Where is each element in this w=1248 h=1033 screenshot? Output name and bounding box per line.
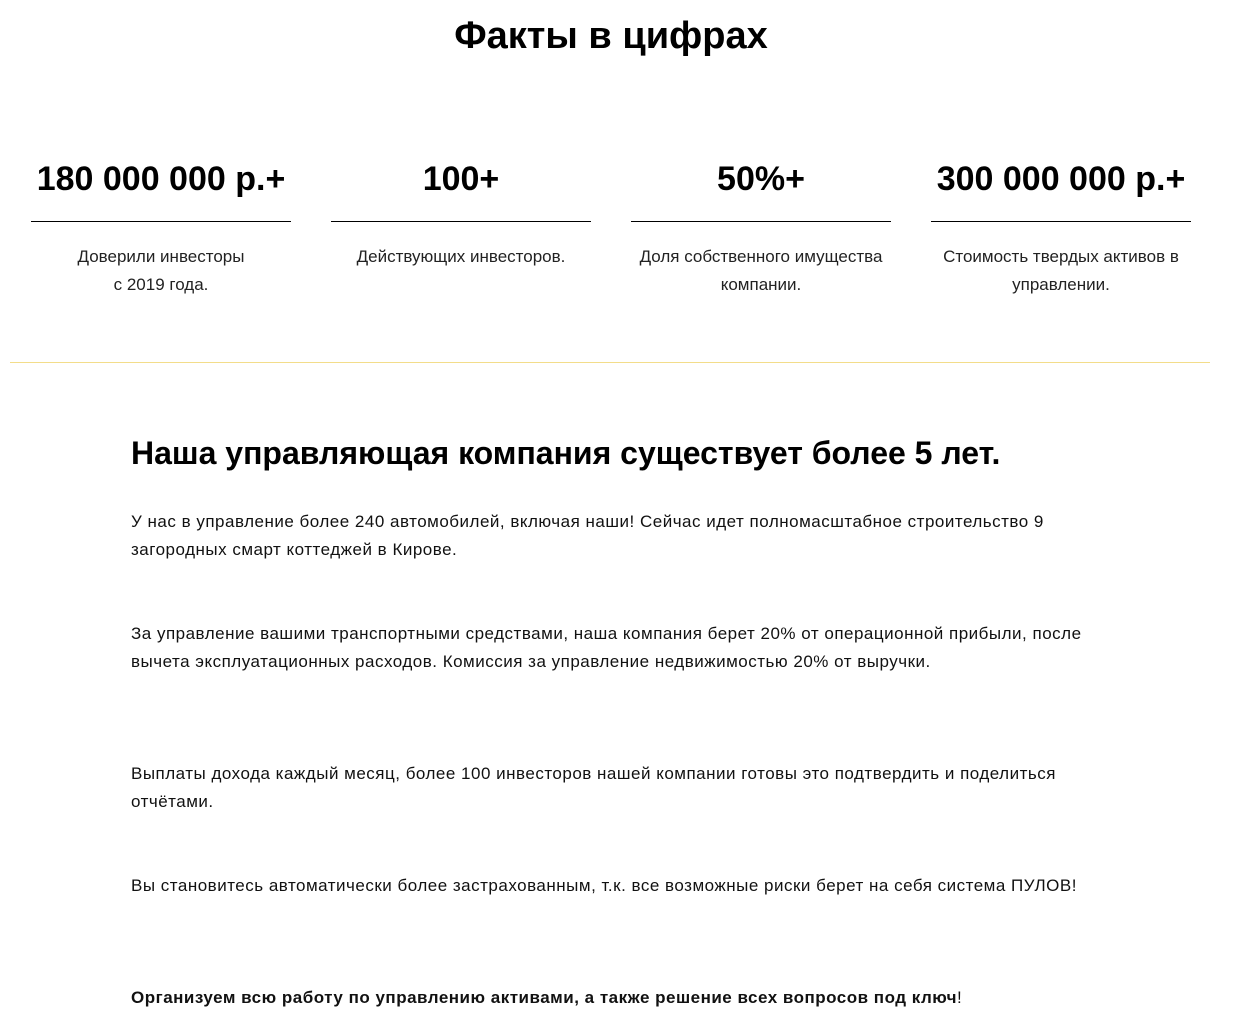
stat-item bbox=[31, 154, 291, 299]
stat-description-line: Доверили инвесторы bbox=[77, 247, 245, 266]
stat-underline bbox=[331, 221, 591, 222]
stat-description bbox=[31, 243, 291, 299]
about-paragraph: У нас в управление более 240 автомобилей, включая наши! Сейчас идет полномасштабное строительство 9 загородных смарт коттеджей в Кирове. bbox=[131, 512, 1044, 559]
about-paragraph: За управление вашими транспортными средствами, наша компания берет 20% от операционной прибыли, после вычета эксплуатационных расходов. Комиссия за управление недвижимостью 20% от выручки. bbox=[131, 624, 1082, 671]
stat-description bbox=[631, 243, 891, 299]
stat-description-line: Доля собственного имущества bbox=[639, 247, 883, 266]
stat-value: 50%+ bbox=[717, 160, 805, 198]
stat-value: 300 000 000 р.+ bbox=[936, 160, 1186, 198]
section-divider bbox=[10, 362, 1210, 363]
stat-description-line: Действующих инвесторов. bbox=[356, 247, 566, 266]
about-highlight-text: Организуем всю работу по управлению активами, а также решение всех вопросов под ключ bbox=[131, 988, 958, 1007]
stat-description-line: Стоимость твердых активов в bbox=[943, 247, 1179, 266]
stat-description bbox=[331, 243, 591, 271]
stat-item bbox=[331, 154, 591, 299]
about-highlight-tail: ! bbox=[957, 988, 963, 1007]
facts-title: Факты в цифрах bbox=[454, 15, 768, 57]
about-title: Наша управляющая компания существует более 5 лет. bbox=[131, 435, 1001, 471]
stat-item bbox=[931, 154, 1191, 299]
facts-stats bbox=[31, 154, 1191, 299]
stat-underline bbox=[931, 221, 1191, 222]
stat-description-line: компании. bbox=[720, 275, 802, 294]
stat-description bbox=[931, 243, 1191, 299]
stat-item bbox=[631, 154, 891, 299]
stat-value: 100+ bbox=[422, 160, 500, 198]
stat-description-line: с 2019 года. bbox=[113, 275, 209, 294]
about-paragraph-highlight bbox=[131, 984, 962, 1012]
stat-underline bbox=[31, 221, 291, 222]
about-paragraph: Вы становитесь автоматически более застрахованным, т.к. все возможные риски берет на себя система ПУЛОВ! bbox=[131, 876, 1077, 895]
stat-description-line: управлении. bbox=[1012, 275, 1110, 294]
about-section bbox=[131, 430, 1091, 1007]
about-paragraph: Выплаты дохода каждый месяц, более 100 инвесторов нашей компании готовы это подтвердить и поделиться отчётами. bbox=[131, 764, 1056, 811]
stat-value: 180 000 000 р.+ bbox=[36, 160, 286, 198]
stat-underline bbox=[631, 221, 891, 222]
